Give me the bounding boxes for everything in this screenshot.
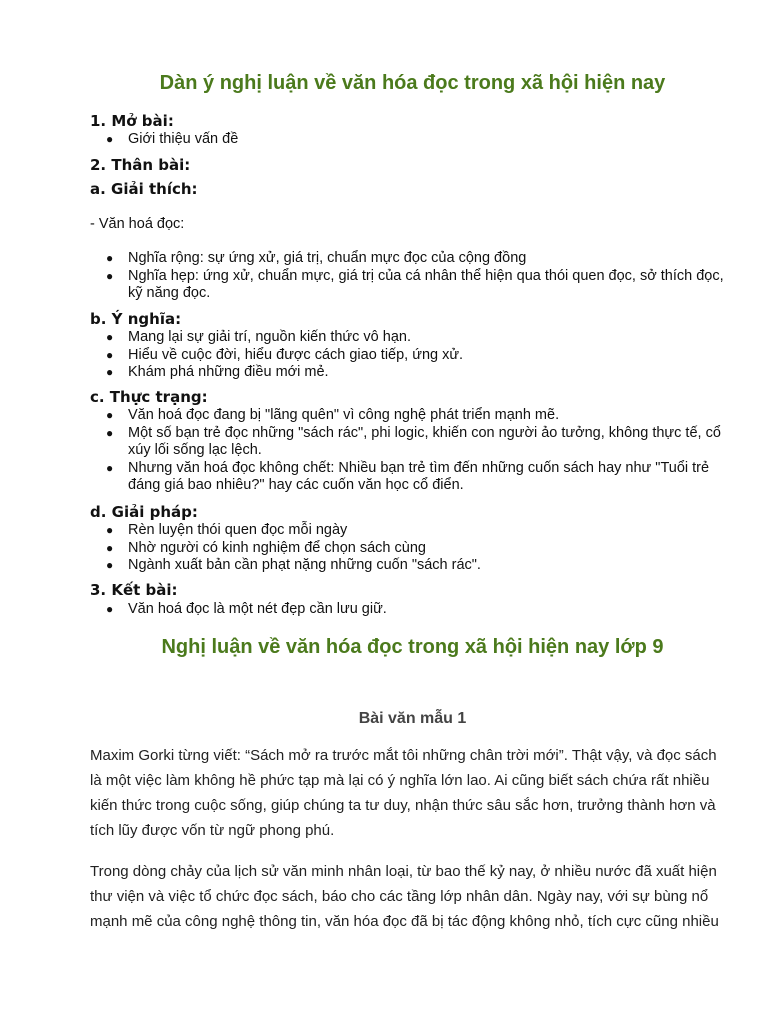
list-giai-thich — [90, 250, 735, 303]
heading-giai-thich: a. Giải thích: — [90, 180, 198, 198]
heading-mo-bai: 1. Mở bài: — [90, 112, 174, 130]
paragraph-2 — [90, 859, 735, 934]
list-item: ● Mang lại sự giải trí, nguồn kiến thức vô hạn. — [106, 329, 411, 345]
list-item: ● Nghĩa rộng: sự ứng xử, giá trị, chuẩn mực đọc của cộng đồng — [106, 250, 527, 266]
list-item: ● Ngành xuất bản cần phạt nặng những cuốn "sách rác". — [106, 557, 481, 573]
paragraph-1 — [90, 743, 735, 843]
bullet-icon: ● — [106, 558, 114, 572]
bullet-icon: ● — [106, 425, 114, 440]
list-item: ● Giới thiệu vấn đề — [106, 131, 239, 147]
bullet-icon: ● — [106, 408, 114, 422]
list-item: ● Một số bạn trẻ đọc những "sách rác", phi logic, khiến con người ảo tưởng, không thực tế, cổ xúy lối sống lạc lệch. — [106, 424, 721, 458]
paragraph-line: tích lũy được vốn từ ngữ phong phú. — [90, 822, 335, 839]
heading-ket-bai: 3. Kết bài: — [90, 581, 178, 599]
paragraph-line: thư viện và việc tổ chức đọc sách, báo cho các tầng lớp nhân dân. Ngày nay, với sự bùng nổ — [90, 888, 709, 905]
intro-van-hoa-doc: - Văn hoá đọc: — [90, 216, 185, 232]
bullet-icon: ● — [106, 365, 114, 379]
list-item: ● Khám phá những điều mới mẻ. — [106, 364, 329, 380]
list-item: ● Nhờ người có kinh nghiệm để chọn sách cùng — [106, 539, 426, 556]
bullet-icon: ● — [106, 523, 114, 537]
list-mo-bai — [90, 131, 735, 149]
list-ket-bai — [90, 601, 735, 619]
heading-than-bai: 2. Thân bài: — [90, 156, 191, 174]
list-thuc-trang — [90, 407, 735, 495]
bullet-icon: ● — [106, 330, 114, 344]
outline-title: Dàn ý nghị luận về văn hóa đọc trong xã hội hiện nay — [159, 72, 666, 94]
paragraph-line: mạnh mẽ của công nghệ thông tin, văn hóa đọc đã bị tác động không nhỏ, tích cực cũng nhiều — [90, 913, 719, 930]
list-y-nghia — [90, 329, 735, 382]
heading-giai-phap: d. Giải pháp: — [90, 503, 198, 521]
bullet-icon: ● — [106, 132, 114, 146]
paragraph-line: là một việc làm không hề phức tạp mà lại có ý nghĩa lớn lao. Ai cũng biết sách chứa rất nhiều — [90, 772, 710, 789]
bullet-icon: ● — [106, 460, 114, 475]
list-item: ● Văn hoá đọc đang bị "lãng quên" vì công nghệ phát triển mạnh mẽ. — [106, 407, 560, 423]
list-item: ● Rèn luyện thói quen đọc mỗi ngày — [106, 522, 348, 538]
list-item: ● Nghĩa hẹp: ứng xử, chuẩn mực, giá trị của cá nhân thể hiện qua thói quen đọc, sở thích đọc, kỹ năng đọc. — [106, 267, 724, 301]
list-item: ● Nhưng văn hoá đọc không chết: Nhiều bạn trẻ tìm đến những cuốn sách hay như "Tuổi trẻ đáng giá bao nhiêu?" hay các cuốn văn học cổ điển. — [106, 459, 710, 493]
list-giai-phap — [90, 522, 735, 575]
bullet-icon: ● — [106, 251, 114, 265]
paragraph-line: Trong dòng chảy của lịch sử văn minh nhân loại, từ bao thế kỷ nay, ở nhiều nước đã xuất hiện — [90, 863, 717, 880]
paragraph-line: Maxim Gorki từng viết: “Sách mở ra trước mắt tôi những chân trời mới”. Thật vậy, và đọc sách — [90, 747, 717, 764]
essay-title: Nghị luận về văn hóa đọc trong xã hội hiện nay lớp 9 — [161, 636, 664, 658]
paragraph-line: kiến thức trong cuộc sống, giúp chúng ta tư duy, nhận thức sâu sắc hơn, trưởng thành hơn và — [90, 797, 716, 814]
bullet-icon: ● — [106, 602, 114, 616]
sample-essay-title: Bài văn mẫu 1 — [358, 710, 467, 727]
bullet-icon: ● — [106, 540, 114, 555]
list-item: ● Văn hoá đọc là một nét đẹp cần lưu giữ. — [106, 601, 387, 617]
bullet-icon: ● — [106, 347, 114, 362]
heading-thuc-trang: c. Thực trạng: — [90, 388, 208, 406]
heading-y-nghia: b. Ý nghĩa: — [90, 310, 182, 328]
list-item: ● Hiểu về cuộc đời, hiểu được cách giao tiếp, ứng xử. — [106, 346, 464, 363]
bullet-icon: ● — [106, 268, 114, 283]
